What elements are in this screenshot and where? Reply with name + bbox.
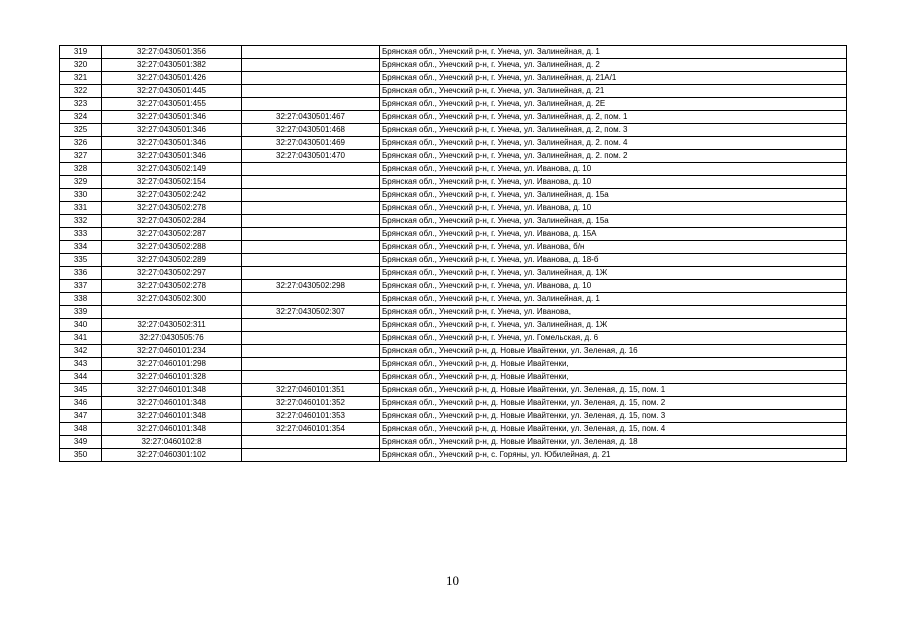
- cadastral-number-cell: 32:27:0430502:287: [102, 228, 242, 241]
- address-cell: Брянская обл., Унечский р-н, г. Унеча, ул. Залинейная, д. 2. пом. 4: [380, 137, 847, 150]
- sub-cadastral-number-cell: 32:27:0430501:469: [242, 137, 380, 150]
- table-row: [60, 384, 847, 397]
- sub-cadastral-number-cell: [242, 85, 380, 98]
- sub-cadastral-number-cell: [242, 215, 380, 228]
- address-cell: Брянская обл., Унечский р-н, г. Унеча, ул. Залинейная, д. 21: [380, 85, 847, 98]
- sub-cadastral-number-cell: [242, 202, 380, 215]
- address-cell: Брянская обл., Унечский р-н, г. Унеча, ул. Залинейная, д. 1: [380, 293, 847, 306]
- cadastral-number-cell: 32:27:0460101:348: [102, 423, 242, 436]
- cadastral-number-cell: 32:27:0430501:445: [102, 85, 242, 98]
- address-cell: Брянская обл., Унечский р-н, г. Унеча, ул. Гомельская, д. 6: [380, 332, 847, 345]
- table-row: [60, 215, 847, 228]
- table-row: [60, 293, 847, 306]
- table-row: [60, 98, 847, 111]
- row-number-cell: 343: [60, 358, 102, 371]
- sub-cadastral-number-cell: 32:27:0430501:467: [242, 111, 380, 124]
- row-number-cell: 324: [60, 111, 102, 124]
- row-number-cell: 319: [60, 46, 102, 59]
- cadastral-number-cell: 32:27:0430502:300: [102, 293, 242, 306]
- address-cell: Брянская обл., Унечский р-н, д. Новые Ивайтенки, ул. Зеленая, д. 15, пом. 3: [380, 410, 847, 423]
- address-cell: Брянская обл., Унечский р-н, г. Унеча, ул. Иванова,: [380, 306, 847, 319]
- cadastral-number-cell: 32:27:0430501:346: [102, 111, 242, 124]
- cadastral-number-cell: 32:27:0430502:311: [102, 319, 242, 332]
- address-cell: Брянская обл., Унечский р-н, г. Унеча, ул. Залинейная, д. 1: [380, 46, 847, 59]
- row-number-cell: 349: [60, 436, 102, 449]
- table-row: [60, 137, 847, 150]
- sub-cadastral-number-cell: [242, 254, 380, 267]
- table-row: [60, 449, 847, 462]
- row-number-cell: 340: [60, 319, 102, 332]
- address-cell: Брянская обл., Унечский р-н, г. Унеча, ул. Залинейная, д. 15а: [380, 215, 847, 228]
- address-cell: Брянская обл., Унечский р-н, д. Новые Ивайтенки,: [380, 371, 847, 384]
- sub-cadastral-number-cell: [242, 59, 380, 72]
- address-cell: Брянская обл., Унечский р-н, д. Новые Ивайтенки, ул. Зеленая, д. 16: [380, 345, 847, 358]
- row-number-cell: 335: [60, 254, 102, 267]
- sub-cadastral-number-cell: [242, 189, 380, 202]
- sub-cadastral-number-cell: 32:27:0460101:352: [242, 397, 380, 410]
- address-cell: Брянская обл., Унечский р-н, д. Новые Ивайтенки, ул. Зеленая, д. 15, пом. 1: [380, 384, 847, 397]
- table-row: [60, 410, 847, 423]
- table-row: [60, 332, 847, 345]
- property-table: [59, 45, 847, 462]
- row-number-cell: 346: [60, 397, 102, 410]
- address-cell: Брянская обл., Унечский р-н, с. Горяны, ул. Юбилейная, д. 21: [380, 449, 847, 462]
- cadastral-number-cell: 32:27:0430502:278: [102, 202, 242, 215]
- table-row: [60, 319, 847, 332]
- table-row: [60, 436, 847, 449]
- row-number-cell: 344: [60, 371, 102, 384]
- address-cell: Брянская обл., Унечский р-н, г. Унеча, ул. Залинейная, д. 2Е: [380, 98, 847, 111]
- sub-cadastral-number-cell: [242, 436, 380, 449]
- cadastral-number-cell: 32:27:0430502:289: [102, 254, 242, 267]
- sub-cadastral-number-cell: 32:27:0430502:307: [242, 306, 380, 319]
- table-row: [60, 202, 847, 215]
- row-number-cell: 345: [60, 384, 102, 397]
- row-number-cell: 322: [60, 85, 102, 98]
- sub-cadastral-number-cell: 32:27:0460101:353: [242, 410, 380, 423]
- sub-cadastral-number-cell: 32:27:0430502:298: [242, 280, 380, 293]
- row-number-cell: 341: [60, 332, 102, 345]
- address-cell: Брянская обл., Унечский р-н, г. Унеча, ул. Залинейная, д. 2. пом. 2: [380, 150, 847, 163]
- cadastral-number-cell: 32:27:0430501:426: [102, 72, 242, 85]
- cadastral-number-cell: 32:27:0430501:455: [102, 98, 242, 111]
- sub-cadastral-number-cell: [242, 293, 380, 306]
- sub-cadastral-number-cell: [242, 46, 380, 59]
- address-cell: Брянская обл., Унечский р-н, г. Унеча, ул. Залинейная, д. 21А/1: [380, 72, 847, 85]
- row-number-cell: 334: [60, 241, 102, 254]
- cadastral-number-cell: 32:27:0430502:278: [102, 280, 242, 293]
- cadastral-number-cell: 32:27:0430502:242: [102, 189, 242, 202]
- address-cell: Брянская обл., Унечский р-н, д. Новые Ивайтенки, ул. Зеленая, д. 18: [380, 436, 847, 449]
- cadastral-number-cell: 32:27:0430501:346: [102, 124, 242, 137]
- table-row: [60, 306, 847, 319]
- cadastral-number-cell: 32:27:0430502:284: [102, 215, 242, 228]
- page-number: 10: [446, 573, 459, 588]
- address-cell: Брянская обл., Унечский р-н, г. Унеча, ул. Иванова, д. 15А: [380, 228, 847, 241]
- sub-cadastral-number-cell: [242, 371, 380, 384]
- address-cell: Брянская обл., Унечский р-н, г. Унеча, ул. Залинейная, д. 1Ж: [380, 319, 847, 332]
- table-row: [60, 423, 847, 436]
- sub-cadastral-number-cell: 32:27:0430501:470: [242, 150, 380, 163]
- sub-cadastral-number-cell: [242, 176, 380, 189]
- table-row: [60, 267, 847, 280]
- sub-cadastral-number-cell: [242, 319, 380, 332]
- cadastral-number-cell: 32:27:0460102:8: [102, 436, 242, 449]
- cadastral-number-cell: 32:27:0460101:328: [102, 371, 242, 384]
- address-cell: Брянская обл., Унечский р-н, г. Унеча, ул. Иванова, б/н: [380, 241, 847, 254]
- row-number-cell: 331: [60, 202, 102, 215]
- table-row: [60, 124, 847, 137]
- address-cell: Брянская обл., Унечский р-н, г. Унеча, ул. Иванова, д. 10: [380, 202, 847, 215]
- row-number-cell: 337: [60, 280, 102, 293]
- row-number-cell: 350: [60, 449, 102, 462]
- property-table-body: [60, 46, 847, 462]
- cadastral-number-cell: 32:27:0460101:234: [102, 345, 242, 358]
- sub-cadastral-number-cell: [242, 241, 380, 254]
- cadastral-number-cell: 32:27:0460101:348: [102, 397, 242, 410]
- cadastral-number-cell: 32:27:0430502:297: [102, 267, 242, 280]
- table-row: [60, 358, 847, 371]
- address-cell: Брянская обл., Унечский р-н, г. Унеча, ул. Иванова, д. 10: [380, 176, 847, 189]
- table-row: [60, 371, 847, 384]
- table-row: [60, 397, 847, 410]
- sub-cadastral-number-cell: [242, 72, 380, 85]
- sub-cadastral-number-cell: 32:27:0430501:468: [242, 124, 380, 137]
- cadastral-number-cell: 32:27:0430501:356: [102, 46, 242, 59]
- table-row: [60, 85, 847, 98]
- row-number-cell: 338: [60, 293, 102, 306]
- row-number-cell: 348: [60, 423, 102, 436]
- sub-cadastral-number-cell: [242, 267, 380, 280]
- table-row: [60, 176, 847, 189]
- row-number-cell: 326: [60, 137, 102, 150]
- sub-cadastral-number-cell: [242, 98, 380, 111]
- table-row: [60, 59, 847, 72]
- cadastral-number-cell: 32:27:0460301:102: [102, 449, 242, 462]
- address-cell: Брянская обл., Унечский р-н, д. Новые Ивайтенки, ул. Зеленая, д. 15, пом. 4: [380, 423, 847, 436]
- sub-cadastral-number-cell: [242, 332, 380, 345]
- cadastral-number-cell: 32:27:0430502:288: [102, 241, 242, 254]
- address-cell: Брянская обл., Унечский р-н, г. Унеча, ул. Залинейная, д. 1Ж: [380, 267, 847, 280]
- sub-cadastral-number-cell: [242, 449, 380, 462]
- row-number-cell: 329: [60, 176, 102, 189]
- table-row: [60, 72, 847, 85]
- cadastral-number-cell: 32:27:0430502:154: [102, 176, 242, 189]
- cadastral-number-cell: 32:27:0460101:348: [102, 384, 242, 397]
- cadastral-number-cell: 32:27:0460101:348: [102, 410, 242, 423]
- row-number-cell: 347: [60, 410, 102, 423]
- row-number-cell: 325: [60, 124, 102, 137]
- address-cell: Брянская обл., Унечский р-н, г. Унеча, ул. Иванова, д. 18-б: [380, 254, 847, 267]
- row-number-cell: 332: [60, 215, 102, 228]
- table-row: [60, 150, 847, 163]
- address-cell: Брянская обл., Унечский р-н, г. Унеча, ул. Залинейная, д. 2, пом. 3: [380, 124, 847, 137]
- sub-cadastral-number-cell: [242, 358, 380, 371]
- table-row: [60, 189, 847, 202]
- row-number-cell: 328: [60, 163, 102, 176]
- address-cell: Брянская обл., Унечский р-н, г. Унеча, ул. Иванова, д. 10: [380, 280, 847, 293]
- row-number-cell: 342: [60, 345, 102, 358]
- cadastral-number-cell: 32:27:0430505:76: [102, 332, 242, 345]
- table-row: [60, 241, 847, 254]
- cadastral-number-cell: 32:27:0460101:298: [102, 358, 242, 371]
- sub-cadastral-number-cell: [242, 345, 380, 358]
- row-number-cell: 330: [60, 189, 102, 202]
- cadastral-number-cell: 32:27:0430501:382: [102, 59, 242, 72]
- address-cell: Брянская обл., Унечский р-н, г. Унеча, ул. Залинейная, д. 2: [380, 59, 847, 72]
- table-row: [60, 111, 847, 124]
- cadastral-number-cell: 32:27:0430501:346: [102, 137, 242, 150]
- table-row: [60, 163, 847, 176]
- cadastral-number-cell: [102, 306, 242, 319]
- sub-cadastral-number-cell: 32:27:0460101:354: [242, 423, 380, 436]
- row-number-cell: 320: [60, 59, 102, 72]
- row-number-cell: 323: [60, 98, 102, 111]
- table-row: [60, 46, 847, 59]
- address-cell: Брянская обл., Унечский р-н, г. Унеча, ул. Иванова, д. 10: [380, 163, 847, 176]
- address-cell: Брянская обл., Унечский р-н, д. Новые Ивайтенки, ул. Зеленая, д. 15, пом. 2: [380, 397, 847, 410]
- address-cell: Брянская обл., Унечский р-н, г. Унеча, ул. Залинейная, д. 2, пом. 1: [380, 111, 847, 124]
- row-number-cell: 333: [60, 228, 102, 241]
- sub-cadastral-number-cell: 32:27:0460101:351: [242, 384, 380, 397]
- row-number-cell: 336: [60, 267, 102, 280]
- cadastral-number-cell: 32:27:0430501:346: [102, 150, 242, 163]
- address-cell: Брянская обл., Унечский р-н, д. Новые Ивайтенки,: [380, 358, 847, 371]
- row-number-cell: 321: [60, 72, 102, 85]
- sub-cadastral-number-cell: [242, 228, 380, 241]
- row-number-cell: 339: [60, 306, 102, 319]
- table-row: [60, 345, 847, 358]
- table-row: [60, 228, 847, 241]
- address-cell: Брянская обл., Унечский р-н, г. Унеча, ул. Залинейная, д. 15а: [380, 189, 847, 202]
- table-row: [60, 280, 847, 293]
- table-row: [60, 254, 847, 267]
- cadastral-number-cell: 32:27:0430502:149: [102, 163, 242, 176]
- sub-cadastral-number-cell: [242, 163, 380, 176]
- row-number-cell: 327: [60, 150, 102, 163]
